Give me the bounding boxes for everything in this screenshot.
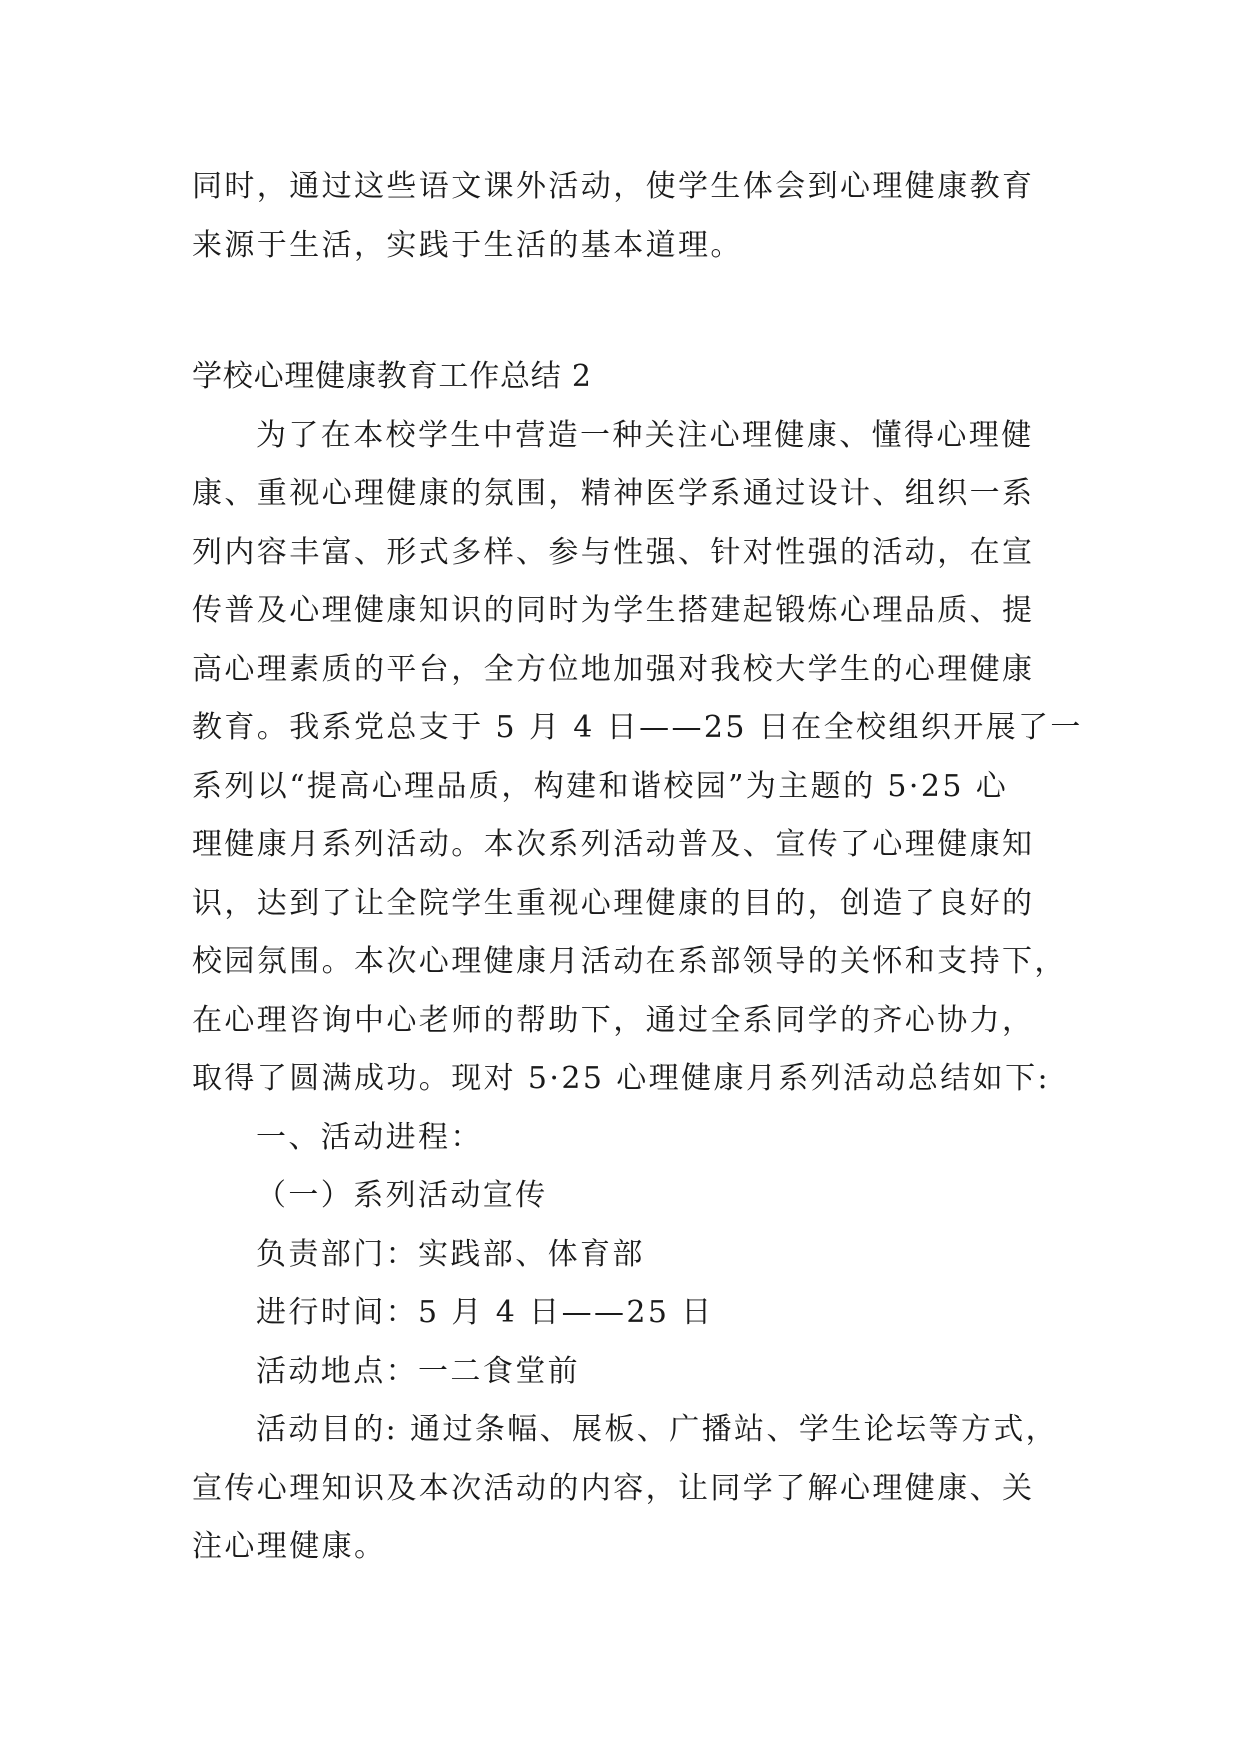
activity-time: 进行时间：5 月 4 日——25 日 xyxy=(256,1295,714,1330)
purpose-line-1: 活动目的: 通过条幅、展板、广播站、学生论坛等方式， xyxy=(256,1412,1059,1447)
intro-line-2: 来源于生活，实践于生活的基本道理。 xyxy=(192,227,743,263)
purpose-line-3: 注心理健康。 xyxy=(192,1529,387,1564)
paragraph-line-1: 为了在本校学生中营造一种关注心理健康、懂得心理健 xyxy=(256,417,1034,453)
subheading-promotion: （一）系列活动宣传 xyxy=(256,1178,548,1213)
intro-line-1: 同时，通过这些语文课外活动，使学生体会到心理健康教育 xyxy=(192,169,1035,204)
purpose-line-2: 宣传心理知识及本次活动的内容，让同学了解心理健康、关 xyxy=(192,1470,1035,1506)
document-page xyxy=(192,158,1083,1577)
paragraph-line-7: 系列以“提高心理品质，构建和谐校园”为主题的 5·25 心 xyxy=(192,768,1009,804)
paragraph-line-3: 列内容丰富、形式多样、参与性强、针对性强的活动，在宣 xyxy=(192,534,1035,570)
paragraph-line-12: 取得了圆满成功。现对 5·25 心理健康月系列活动总结如下: xyxy=(192,1061,1050,1096)
responsible-department: 负责部门：实践部、体育部 xyxy=(256,1236,645,1272)
paragraph-line-10: 校园氛围。本次心理健康月活动在系部领导的关怀和支持下， xyxy=(192,944,1067,979)
paragraph-line-9: 识，达到了让全院学生重视心理健康的目的，创造了良好的 xyxy=(192,885,1035,921)
section-title: 学校心理健康教育工作总结 2 xyxy=(192,359,592,394)
paragraph-line-4: 传普及心理健康知识的同时为学生搭建起锻炼心理品质、提 xyxy=(192,593,1035,628)
section-gap xyxy=(192,275,1062,348)
paragraph-line-8: 理健康月系列活动。本次系列活动普及、宣传了心理健康知 xyxy=(192,827,1035,862)
heading-activity-process: 一、活动进程： xyxy=(256,1119,483,1155)
activity-place: 活动地点：一二食堂前 xyxy=(256,1353,580,1389)
paragraph-line-5: 高心理素质的平台，全方位地加强对我校大学生的心理健康 xyxy=(192,651,1035,687)
paragraph-line-11: 在心理咨询中心老师的帮助下，通过全系同学的齐心协力， xyxy=(192,1002,1035,1038)
paragraph-line-6: 教育。我系党总支于 5 月 4 日——25 日在全校组织开展了一 xyxy=(192,710,1083,745)
paragraph-line-2: 康、重视心理健康的氛围，精神医学系通过设计、组织一系 xyxy=(192,476,1035,511)
